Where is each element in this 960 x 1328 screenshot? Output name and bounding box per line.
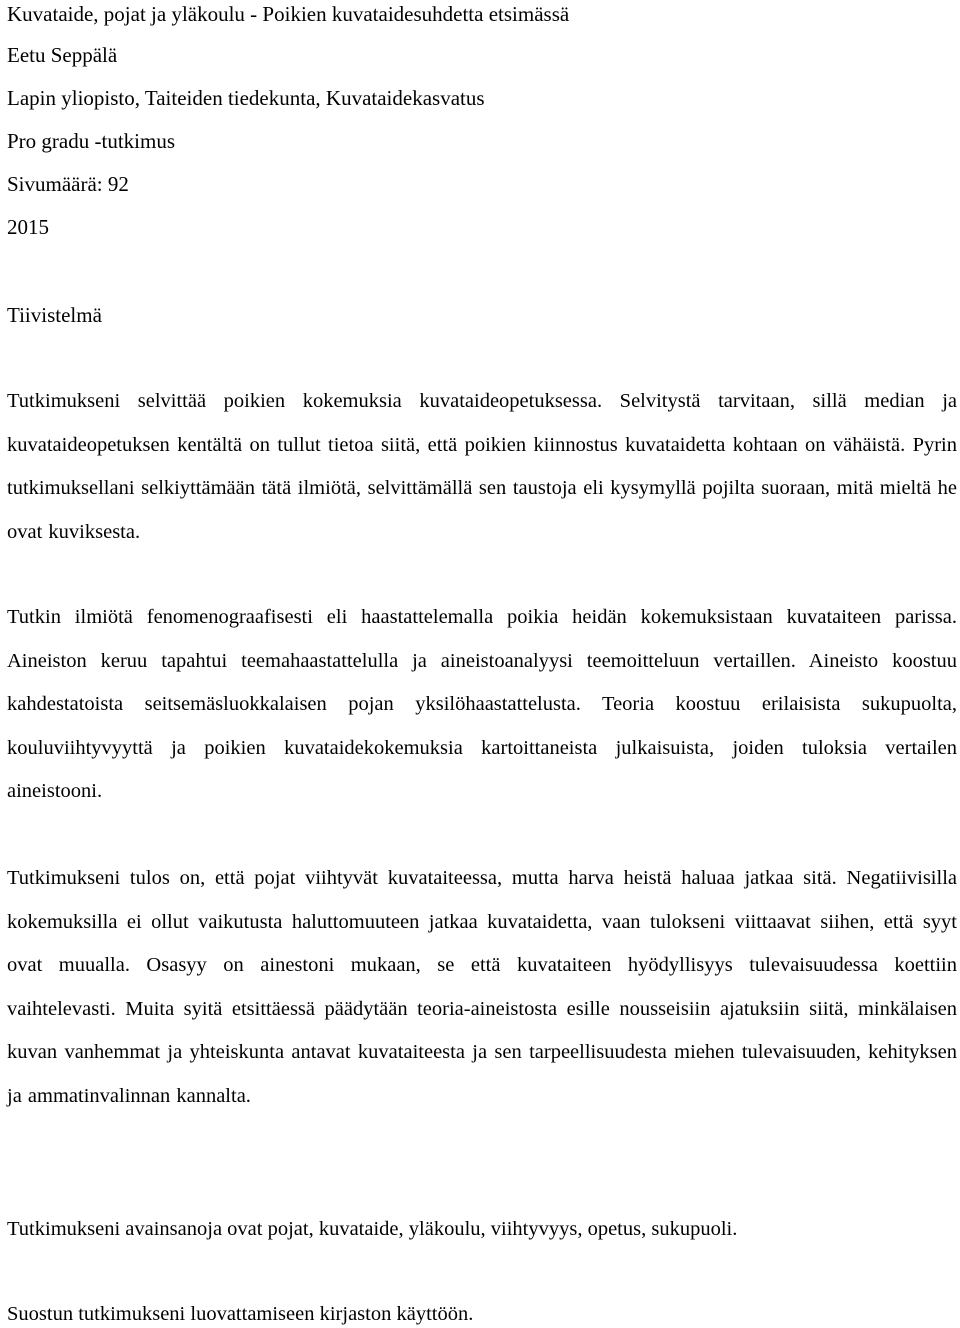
- thesis-title: Kuvataide, pojat ja yläkoulu - Poikien kuvataidesuhdetta etsimässä: [7, 2, 570, 26]
- year: 2015: [7, 215, 49, 239]
- keywords: Tutkimukseni avainsanoja ovat pojat, kuvataide, yläkoulu, viihtyvyys, opetus, sukupuoli.: [7, 1218, 738, 1240]
- library-consent: Suostun tutkimukseni luovattamiseen kirjaston käyttöön.: [7, 1303, 474, 1325]
- abstract-paragraph: Tutkimukseni selvittää poikien kokemuksia kuvataideopetuksessa. Selvitystä tarvitaan, sillä median ja kuvataideopetuksen kentältä on tullut tietoa siitä, että poikien kiinnostus kuvataidetta kohtaan on vähäistä. Pyrin tutkimuksellani selkiyttämään tätä ilmiötä, selvittämällä sen taustoja eli kysymyllä pojilta suoraan, mitä mieltä he ovat kuviksesta.: [7, 390, 957, 543]
- page-count: Sivumäärä: 92: [7, 172, 129, 196]
- thesis-type: Pro gradu -tutkimus: [7, 129, 175, 153]
- abstract-paragraph: Tutkin ilmiötä fenomenograafisesti eli haastattelemalla poikia heidän kokemuksistaan kuvataiteen parissa. Aineiston keruu tapahtui teemahaastattelulla ja aineistoanalyysi teemoitteluun vertaillen. Aineisto koostuu kahdestatoista seitsemäsluokkalaisen pojan yksilöhaastattelusta. Teoria koostuu erilaisista sukupuolta, kouluviihtyvyyttä ja poikien kuvataidekokemuksia kartoittaneista julkaisuista, joiden tuloksia vertailen aineistooni.: [7, 606, 957, 802]
- author-name: Eetu Seppälä: [7, 43, 118, 67]
- institution: Lapin yliopisto, Taiteiden tiedekunta, Kuvataidekasvatus: [7, 86, 485, 110]
- abstract-paragraph: Tutkimukseni tulos on, että pojat viihtyvät kuvataiteessa, mutta harva heistä haluaa jatkaa sitä. Negatiivisilla kokemuksilla ei ollut vaikutusta haluttomuuteen jatkaa kuvataidetta, vaan tulokseni viittaavat siihen, että syyt ovat muualla. Osasyy on ainestoni mukaan, se että kuvataiteen hyödyllisyys tulevaisuudessa koettiin vaihtelevasti. Muita syitä etsittäessä päädytään teoria-aineistosta esille nousseisiin ajatuksiin siitä, minkälaisen kuvan vanhemmat ja yhteiskunta antavat kuvataiteesta ja sen tarpeellisuudesta miehen tulevaisuuden, kehityksen ja ammatinvalinnan kannalta.: [7, 867, 957, 1107]
- abstract-heading: Tiivistelmä: [7, 303, 102, 327]
